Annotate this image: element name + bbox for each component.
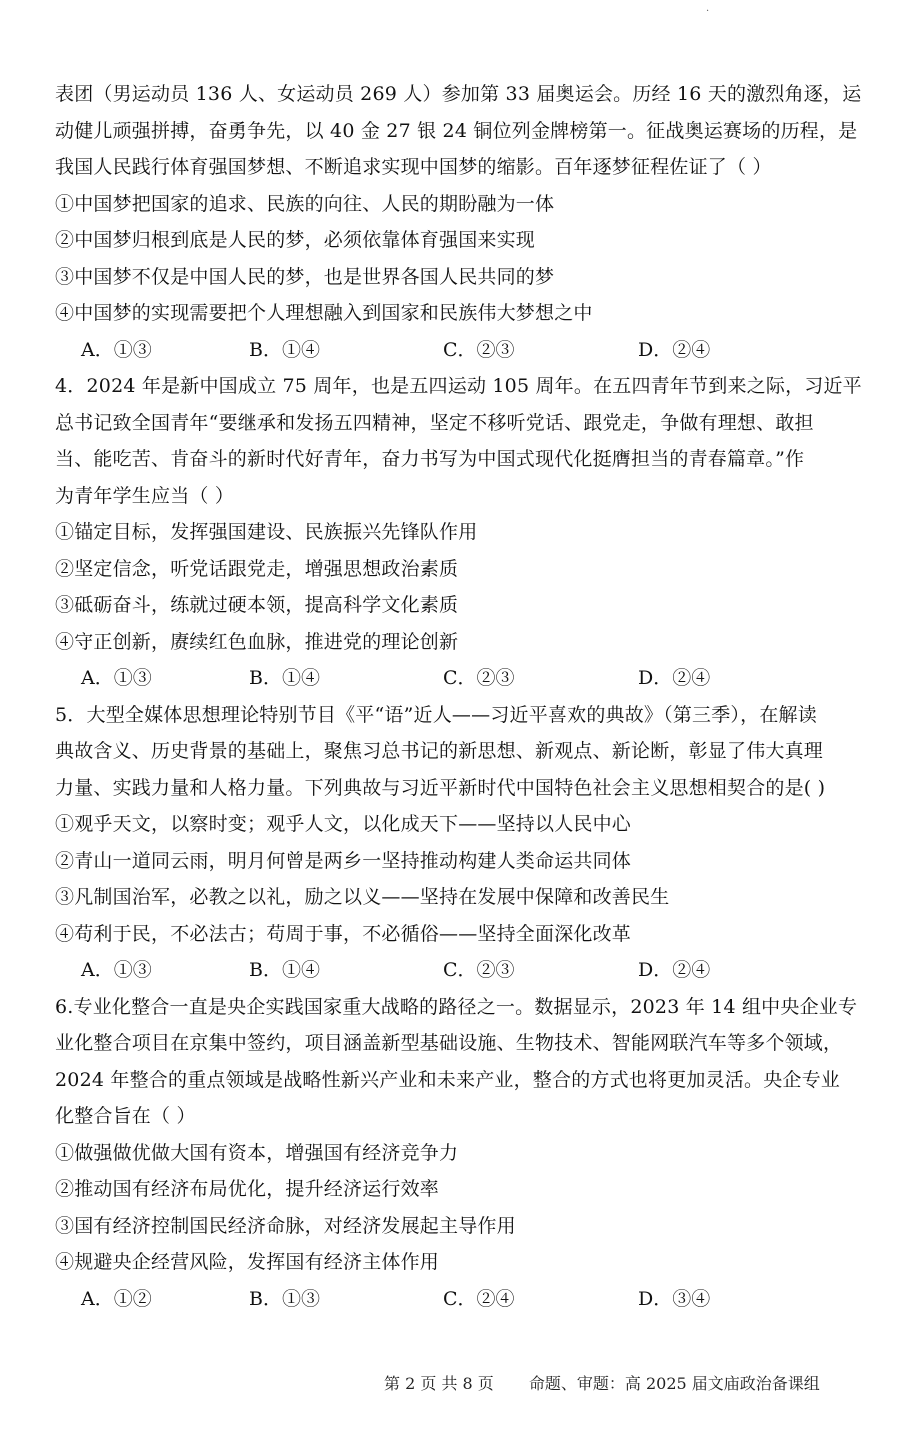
question-text-line: ④守正创新，赓续红色血脉，推进党的理论创新 — [55, 630, 459, 653]
footer-authors: 命题、审题：高 2025 届文庙政治备课组 — [528, 1374, 820, 1393]
page-number: 第 2 页 共 8 页 — [384, 1374, 494, 1393]
question-text-line: ②青山一道同云雨，明月何曾是两乡一坚持推动构建人类命运共同体 — [55, 849, 632, 872]
question-text-line: ①锚定目标，发挥强国建设、民族振兴先锋队作用 — [55, 521, 478, 543]
question-text-line: 化整合旨在（ ） — [55, 1105, 196, 1127]
question-text-line: 5．大型全媒体思想理论特别节目《平“语”近人——习近平喜欢的典故》（第三季），在解读 — [55, 703, 817, 726]
answer-option: D．③④ — [638, 1287, 711, 1310]
question-text-line: ③中国梦不仅是中国人民的梦，也是世界各国人民共同的梦 — [55, 265, 555, 288]
question-text-line: 我国人民践行体育强国梦想、不断追求实现中国梦的缩影。百年逐梦征程佐证了（ ） — [55, 156, 772, 178]
answer-option: A．①③ — [81, 959, 152, 981]
answer-option: D．②④ — [638, 667, 711, 689]
question-text-line: ①中国梦把国家的追求、民族的向往、人民的期盼融为一体 — [55, 192, 555, 215]
question-text-line: 力量、实践力量和人格力量。下列典故与习近平新时代中国特色社会主义思想相契合的是( ) — [55, 776, 826, 799]
question-text-line: 业化整合项目在京集中签约，项目涵盖新型基础设施、生物技术、智能网联汽车等多个领域， — [55, 1032, 843, 1054]
answer-option: B．①④ — [249, 338, 320, 361]
page-footer — [384, 1371, 820, 1394]
question-block — [55, 697, 855, 989]
answer-option: A．①③ — [81, 338, 152, 361]
question-text-line: ①观乎天文，以察时变；观乎人文，以化成天下——坚持以人民中心 — [55, 813, 632, 835]
answer-option: C．②③ — [443, 667, 515, 689]
question-text-line: 当、能吃苦、肯奋斗的新时代好青年，奋力书写为中国式现代化挺膺担当的青春篇章。”作 — [55, 448, 805, 470]
corner-mark: · — [706, 6, 710, 17]
question-block — [55, 368, 862, 697]
question-text-line: ④苟利于民，不必法古；苟周于事，不必循俗——坚持全面深化改革 — [55, 922, 632, 945]
answer-option: D．②④ — [638, 959, 711, 981]
question-text-line: ①做强做优做大国有资本，增强国有经济竞争力 — [55, 1141, 459, 1164]
answer-option: B．①③ — [249, 1287, 320, 1310]
answer-options — [55, 660, 855, 697]
answer-option: A．①② — [81, 1287, 152, 1310]
question-content — [55, 76, 862, 1317]
answer-options — [55, 1281, 855, 1318]
question-text-line: ④中国梦的实现需要把个人理想融入到国家和民族伟大梦想之中 — [55, 302, 593, 324]
question-text-line: 6.专业化整合一直是央企实践国家重大战略的路径之一。数据显示，2023 年 14 组中央企业专 — [55, 995, 858, 1018]
question-text-line: 动健儿顽强拼搏，奋勇争先，以 40 金 27 银 24 铜位列金牌榜第一。征战奥运赛场的历程，是 — [55, 119, 858, 142]
question-block — [55, 76, 862, 368]
answer-option: C．②③ — [443, 338, 515, 361]
answer-option: C．②③ — [443, 959, 515, 981]
question-text-line: 总书记致全国青年“要继承和发扬五四精神，坚定不移听党话、跟党走，争做有理想、敢担 — [55, 411, 814, 434]
question-text-line: ②中国梦归根到底是人民的梦，必须依靠体育强国来实现 — [55, 229, 536, 251]
question-text-line: ②推动国有经济布局优化，提升经济运行效率 — [55, 1178, 440, 1200]
answer-option: C．②④ — [443, 1287, 515, 1310]
question-block — [55, 989, 858, 1318]
question-text-line: 2024 年整合的重点领域是战略性新兴产业和未来产业，整合的方式也将更加灵活。央企专业 — [55, 1068, 840, 1091]
question-text-line: ②坚定信念，听党话跟党走，增强思想政治素质 — [55, 557, 459, 580]
question-text-line: 为青年学生应当（ ） — [55, 484, 235, 507]
answer-option: B．①④ — [249, 959, 320, 981]
question-text-line: ③凡制国治军，必教之以礼，励之以义——坚持在发展中保障和改善民生 — [55, 886, 670, 908]
question-text-line: 4．2024 年是新中国成立 75 周年，也是五四运动 105 周年。在五四青年节到来之际，习近平 — [55, 375, 862, 397]
question-text-line: 表团（男运动员 136 人、女运动员 269 人）参加第 33 届奥运会。历经 16 天的激烈角逐，运 — [55, 83, 862, 105]
answer-option: B．①④ — [249, 667, 320, 689]
answer-option: A．①③ — [81, 667, 152, 689]
answer-options — [55, 952, 855, 989]
answer-options — [55, 332, 855, 369]
answer-option: D．②④ — [638, 338, 711, 361]
question-text-line: 典故含义、历史背景的基础上，聚焦习总书记的新思想、新观点、新论断，彰显了伟大真理 — [55, 740, 824, 762]
question-text-line: ④规避央企经营风险，发挥国有经济主体作用 — [55, 1251, 440, 1273]
question-text-line: ③国有经济控制国民经济命脉，对经济发展起主导作用 — [55, 1214, 516, 1237]
question-text-line: ③砥砺奋斗，练就过硬本领，提高科学文化素质 — [55, 594, 459, 616]
